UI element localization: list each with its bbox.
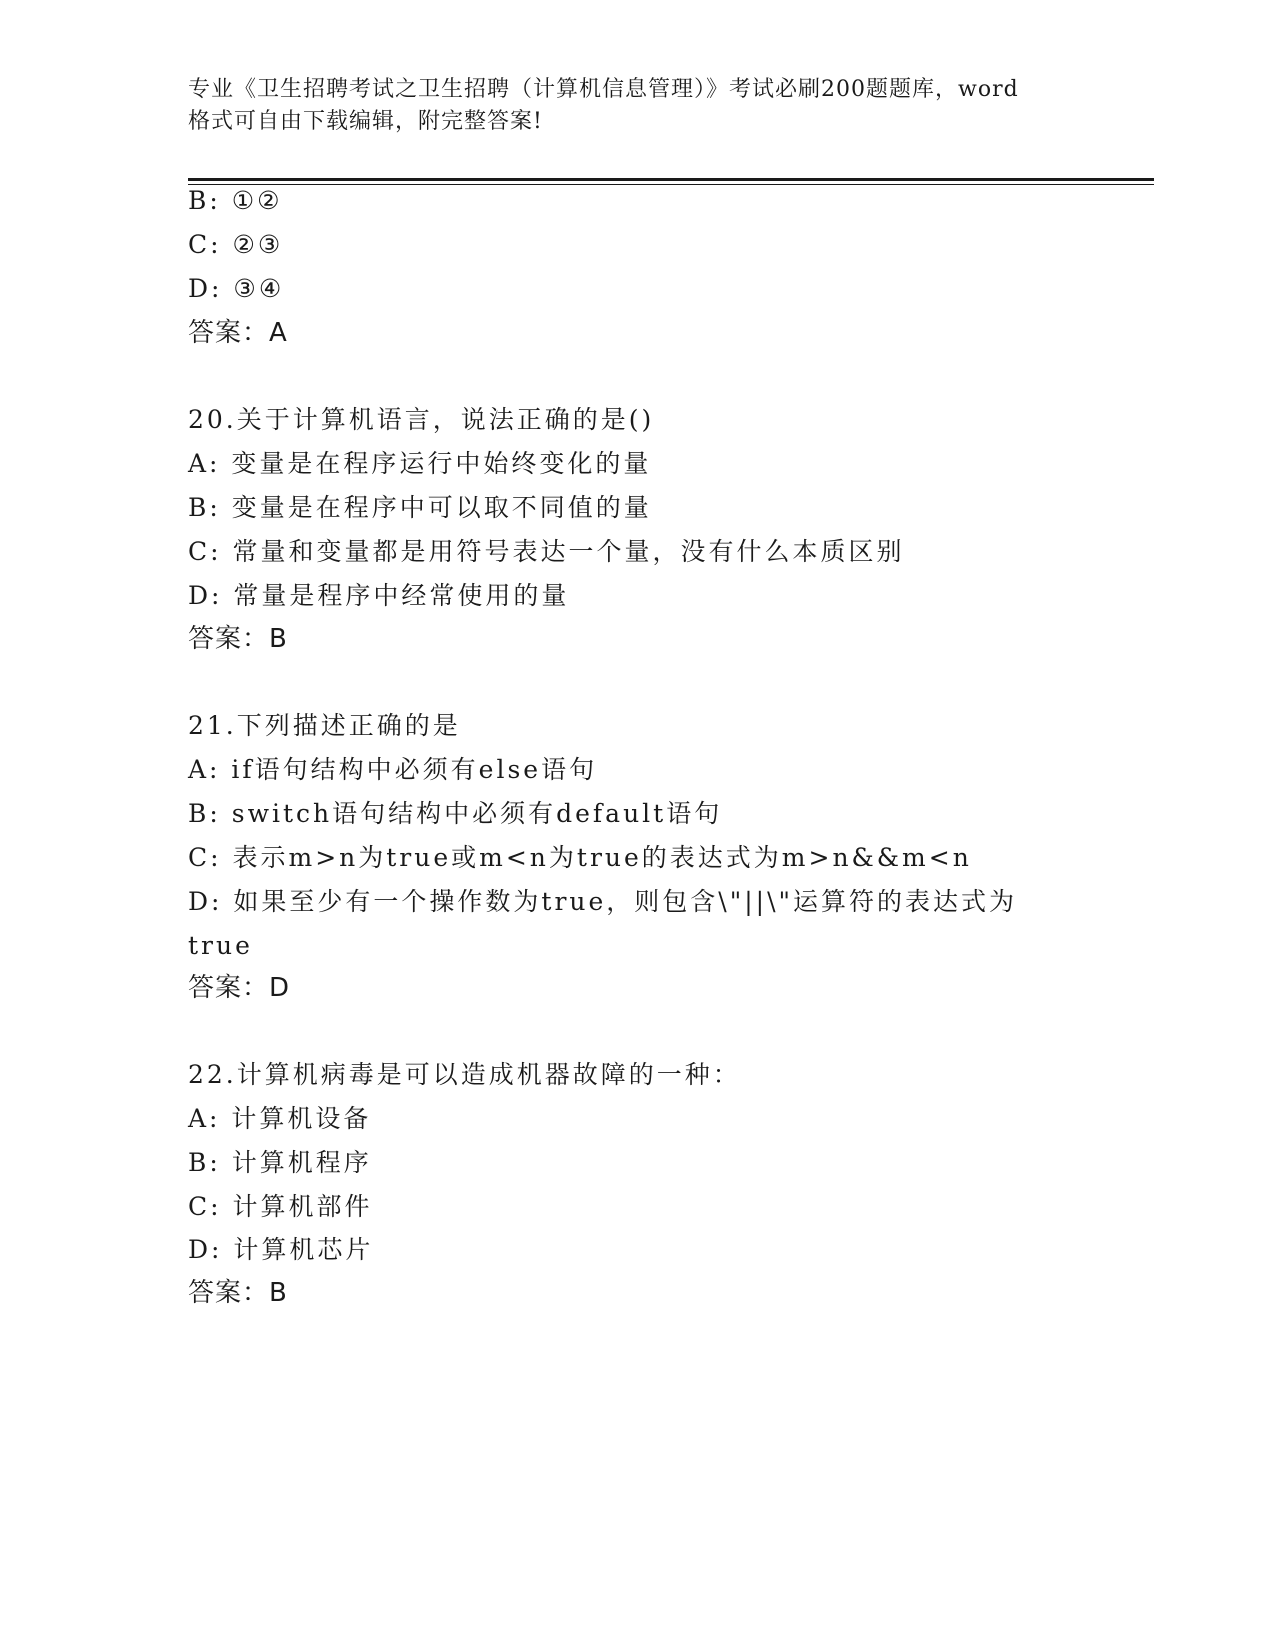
- q21-stem: 21.下列描述正确的是: [188, 711, 461, 740]
- q21-option-d-continued: true: [188, 931, 253, 960]
- q21-option-a: A: if语句结构中必须有else语句: [188, 755, 598, 784]
- q22-option-c: C: 计算机部件: [188, 1192, 373, 1221]
- q21-option-d: D: 如果至少有一个操作数为true，则包含\"||\"运算符的表达式为: [188, 887, 1017, 916]
- q21-option-b: B: switch语句结构中必须有default语句: [188, 799, 723, 828]
- q19-answer: 答案：A: [188, 318, 288, 348]
- q21-option-c: C: 表示m>n为true或m<n为true的表达式为m>n&&m<n: [188, 843, 972, 872]
- q20-option-a: A: 变量是在程序运行中始终变化的量: [188, 449, 652, 478]
- q20-option-b: B: 变量是在程序中可以取不同值的量: [188, 493, 652, 522]
- q20-option-c: C: 常量和变量都是用符号表达一个量，没有什么本质区别: [188, 537, 905, 566]
- q19-option-b: B: ①②: [188, 186, 283, 215]
- q20-stem: 20.关于计算机语言，说法正确的是(): [188, 405, 655, 434]
- q22-option-b: B: 计算机程序: [188, 1148, 372, 1177]
- q20-option-d: D: 常量是程序中经常使用的量: [188, 581, 570, 610]
- header-rule-thick: [188, 178, 1154, 181]
- header-line-2: 格式可自由下载编辑，附完整答案!: [188, 109, 543, 134]
- header-rule-thin: [188, 184, 1154, 185]
- q22-answer: 答案：B: [188, 1278, 288, 1308]
- q19-option-d: D: ③④: [188, 274, 285, 303]
- q22-stem: 22.计算机病毒是可以造成机器故障的一种：: [188, 1060, 741, 1089]
- header-line-1: 专业《卫生招聘考试之卫生招聘（计算机信息管理）》考试必刷200题题库，word: [188, 77, 1019, 102]
- document-header: [188, 74, 1088, 138]
- q22-option-d: D: 计算机芯片: [188, 1235, 374, 1264]
- q21-answer: 答案：D: [188, 973, 291, 1003]
- q20-answer: 答案：B: [188, 624, 288, 654]
- q19-option-c: C: ②③: [188, 230, 284, 259]
- q22-option-a: A: 计算机设备: [188, 1104, 372, 1133]
